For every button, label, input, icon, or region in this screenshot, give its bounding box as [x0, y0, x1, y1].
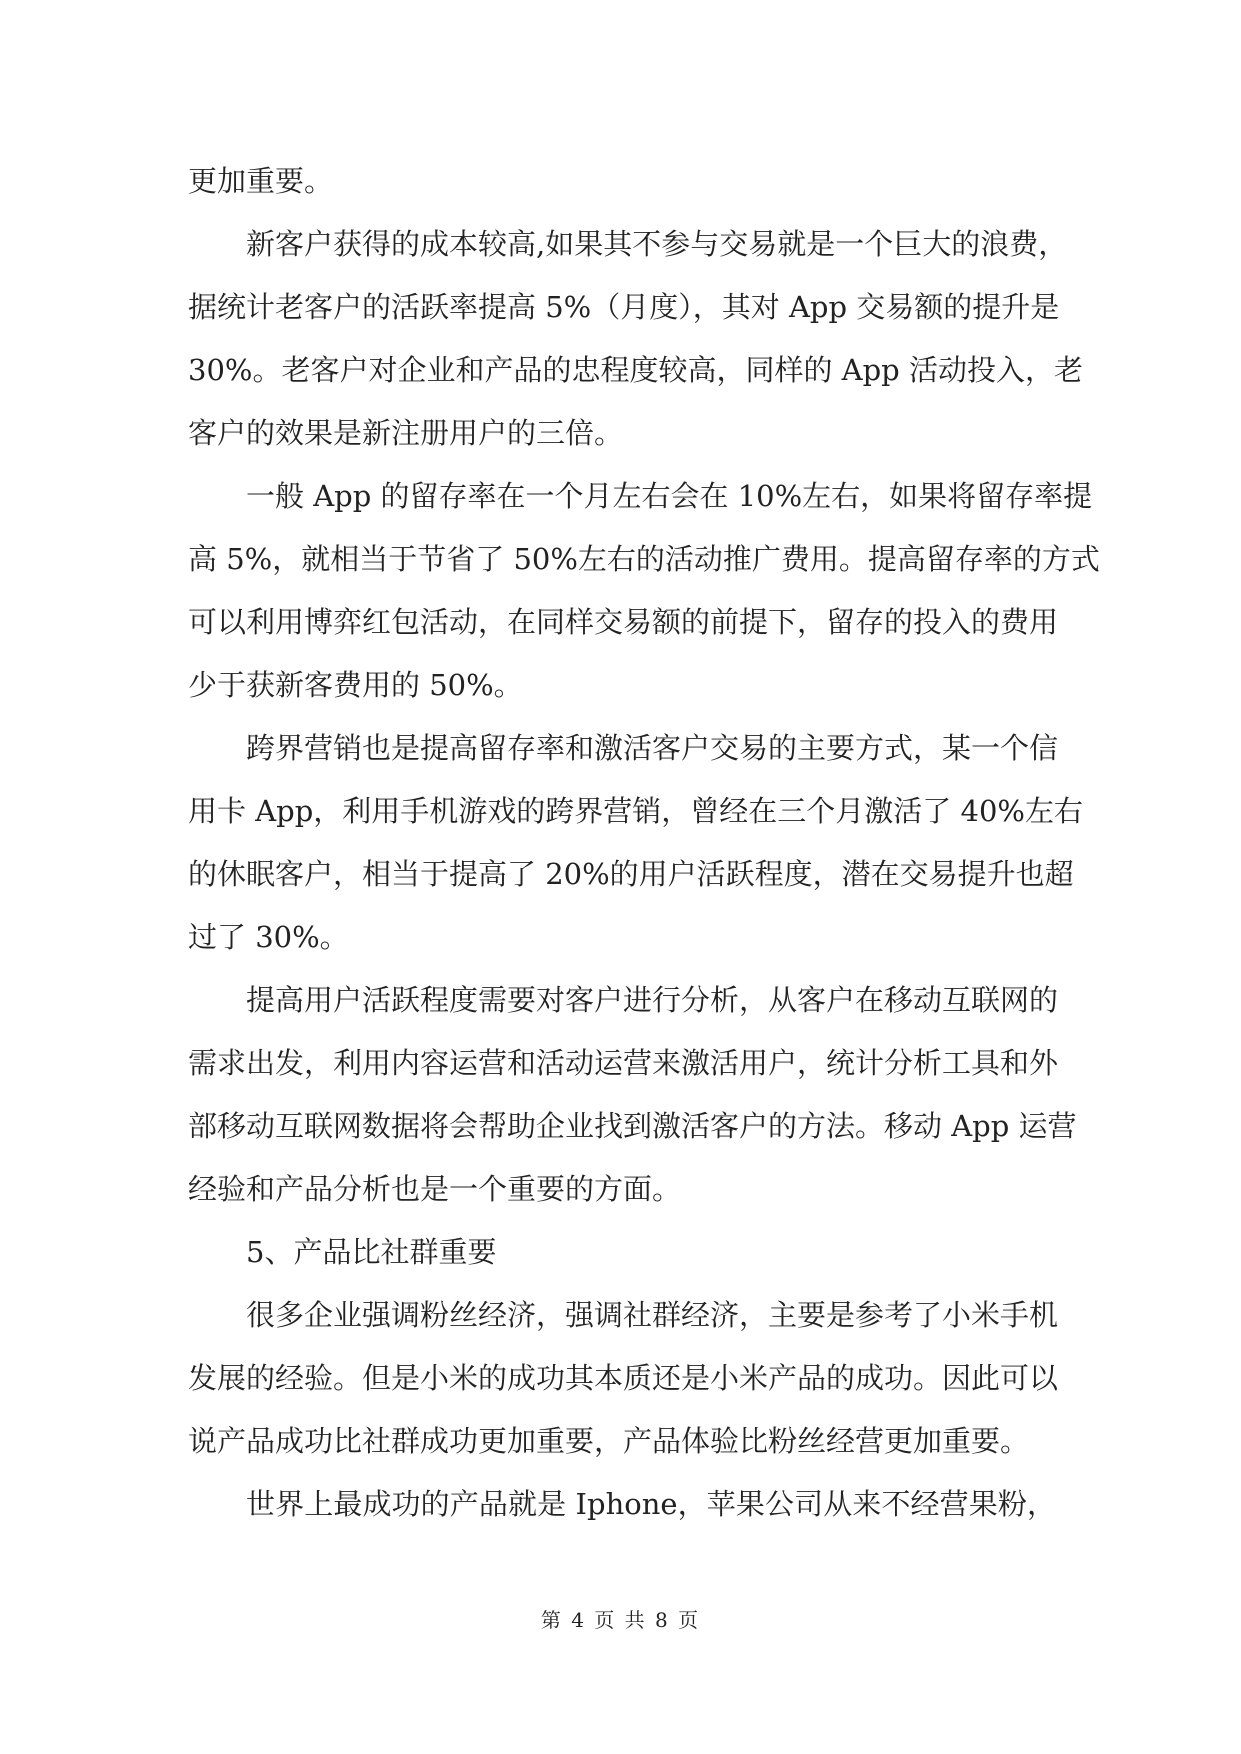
- text-line: 很多企业强调粉丝经济，强调社群经济，主要是参考了小米手机: [246, 1298, 1059, 1332]
- text-line: 一般 App 的留存率在一个月左右会在 10%左右，如果将留存率提: [246, 479, 1093, 513]
- text-line: 需求出发，利用内容运营和活动运营来激活用户，统计分析工具和外: [188, 1046, 1059, 1080]
- text-line: 用卡 App，利用手机游戏的跨界营销，曾经在三个月激活了 40%左右: [188, 794, 1083, 828]
- text-line: 部移动互联网数据将会帮助企业找到激活客户的方法。移动 App 运营: [188, 1109, 1077, 1143]
- text-line: 跨界营销也是提高留存率和激活客户交易的主要方式，某一个信: [246, 731, 1059, 765]
- text-line: 新客户获得的成本较高,如果其不参与交易就是一个巨大的浪费，: [246, 227, 1068, 261]
- text-line: 世界上最成功的产品就是 Iphone，苹果公司从来不经营果粉，: [246, 1487, 1056, 1521]
- text-line: 经验和产品分析也是一个重要的方面。: [188, 1172, 682, 1206]
- text-line: 提高用户活跃程度需要对客户进行分析，从客户在移动互联网的: [246, 983, 1059, 1017]
- text-line: 说产品成功比社群成功更加重要，产品体验比粉丝经营更加重要。: [188, 1424, 1030, 1458]
- text-line: 高 5%，就相当于节省了 50%左右的活动推广费用。提高留存率的方式: [188, 542, 1100, 576]
- text-line: 可以利用博弈红包活动，在同样交易额的前提下，留存的投入的费用: [188, 605, 1059, 639]
- text-line: 少于获新客费用的 50%。: [188, 668, 523, 702]
- text-line: 过了 30%。: [188, 920, 349, 954]
- text-line: 更加重要。: [188, 164, 334, 198]
- text-line: 发展的经验。但是小米的成功其本质还是小米产品的成功。因此可以: [188, 1361, 1059, 1395]
- page-footer: 第 4 页 共 8 页: [540, 1608, 701, 1632]
- document-body: [188, 150, 1100, 1536]
- text-line: 据统计老客户的活跃率提高 5%（月度），其对 App 交易额的提升是: [188, 290, 1060, 324]
- text-line: 5、产品比社群重要: [246, 1235, 497, 1269]
- text-line: 的休眠客户，相当于提高了 20%的用户活跃程度，潜在交易提升也超: [188, 857, 1074, 891]
- text-line: 客户的效果是新注册用户的三倍。: [188, 416, 624, 450]
- text-line: 30%。老客户对企业和产品的忠程度较高，同样的 App 活动投入，老: [188, 353, 1083, 387]
